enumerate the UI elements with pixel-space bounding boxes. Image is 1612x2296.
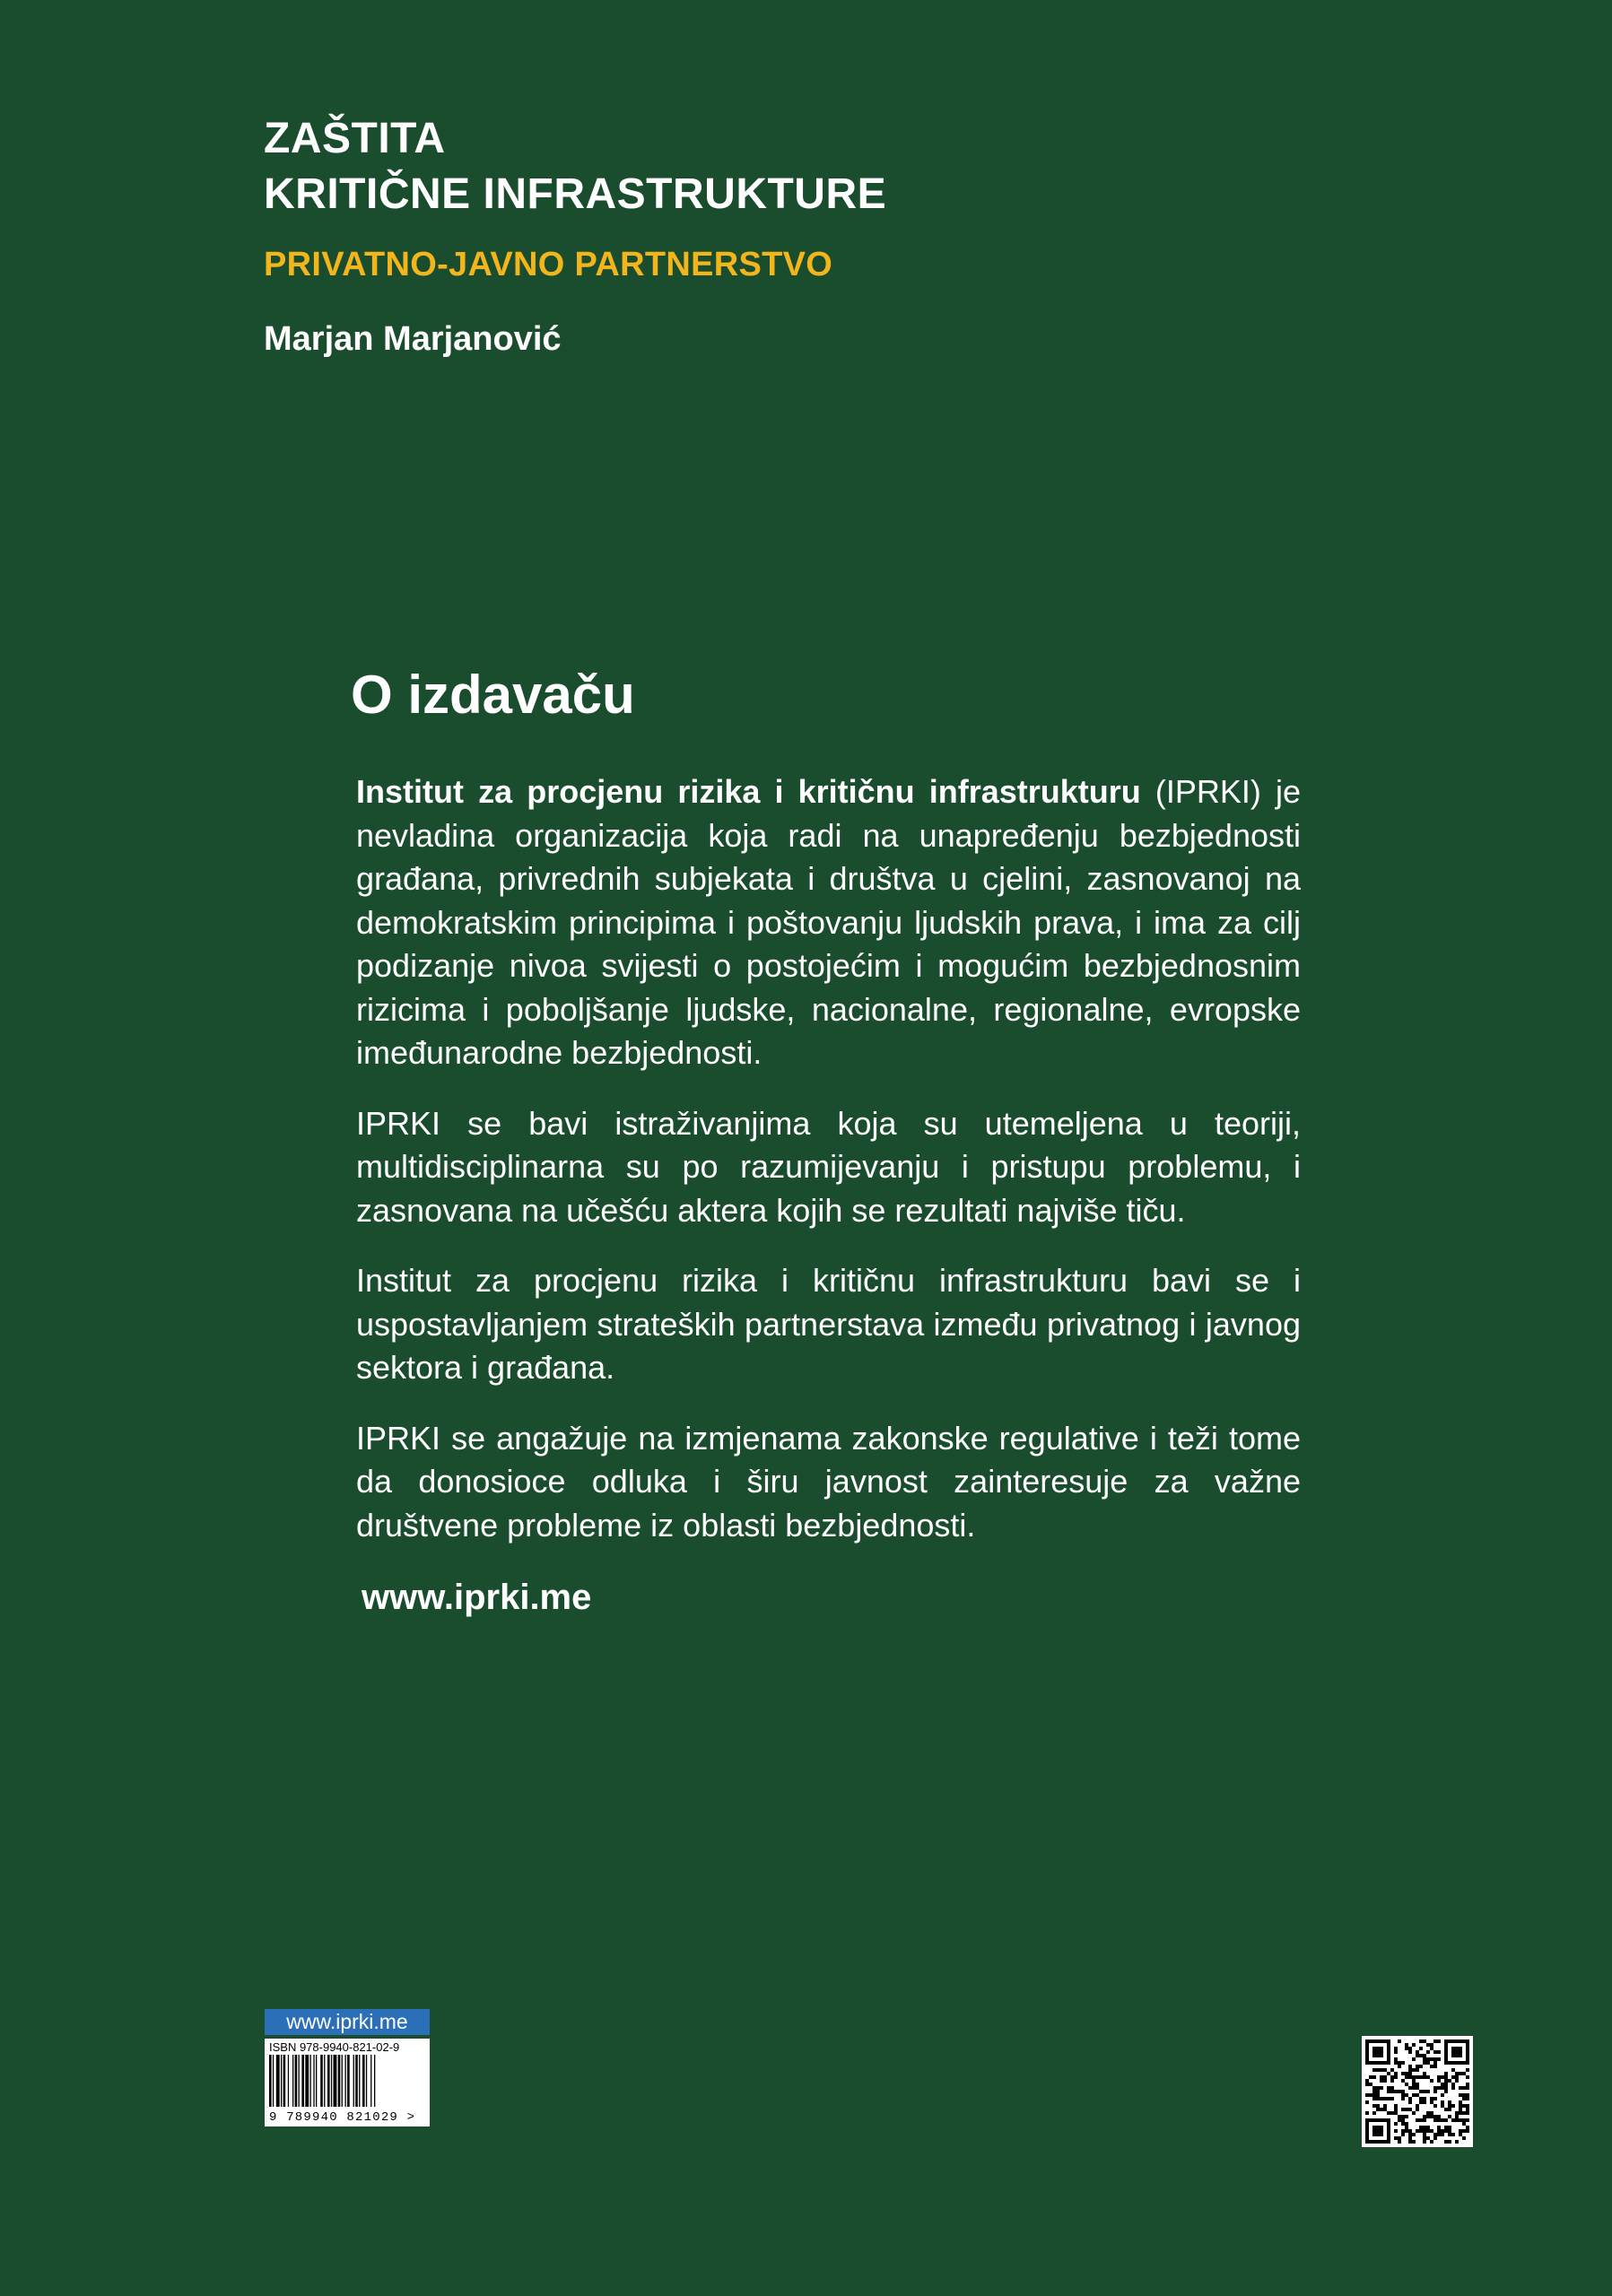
paragraph-1 — [356, 770, 1301, 1075]
paragraph-4: IPRKI se angažuje na izmjenama zakonske regulative i teži tome da donosioce odluka i širu javnost zainteresuje za važne društvene probleme iz oblasti bezbjednosti. — [356, 1419, 1301, 1544]
isbn-barcode — [265, 2009, 430, 2126]
paragraph-1-text: (IPRKI) je nevladina organizacija koja radi na unapređenju bezbjednosti građana, privrednih subjekata i društva u cjelini, zasnovanoj na demokratskim principima i poštovanju ljudskih prava, i ima za cilj podizanje nivoa svijesti o postojećim i mogućim bezbjednosnim rizicima i poboljšanje ljudske, nacionalne, regionalne, evropske imeđunarodne bezbjednosti. — [356, 773, 1302, 1071]
author-name: Marjan Marjanović — [264, 320, 562, 358]
subtitle: PRIVATNO-JAVNO PARTNERSTVO — [264, 246, 833, 283]
paragraph-2: IPRKI se bavi istraživanjima koja su utemeljena u teoriji, multidisciplinarna su po razumijevanju i pristupu problemu, i zasnovana na učešću aktera kojih se rezultati najviše tiču. — [356, 1104, 1301, 1229]
barcode-icon — [269, 2055, 425, 2107]
book-header — [264, 111, 886, 359]
paragraph-3: Institut za procjenu rizika i kritičnu infrastrukturu bavi se i uspostavljanjem strateških partnerstava između privatnog i javnog sektora i građana. — [356, 1262, 1301, 1386]
barcode-digits: 9 789940 821029 > — [269, 2110, 416, 2125]
website-link[interactable]: www.iprki.me — [362, 1578, 592, 1617]
barcode-box — [265, 2039, 430, 2126]
title-line-2: KRITIČNE INFRASTRUKTURE — [264, 170, 887, 218]
title-line-1: ZAŠTITA — [264, 115, 446, 162]
section-heading: O izdavaču — [351, 665, 635, 725]
qr-code-graphic — [1362, 2036, 1473, 2147]
about-publisher-section — [351, 664, 1302, 1618]
isbn-number: ISBN 978-9940-821-02-9 — [269, 2040, 400, 2054]
qr-code-icon — [1362, 2036, 1473, 2147]
institute-name: Institut za procjenu rizika i kritičnu infrastrukturu — [356, 773, 1141, 810]
barcode-url-band: www.iprki.me — [265, 2009, 430, 2035]
